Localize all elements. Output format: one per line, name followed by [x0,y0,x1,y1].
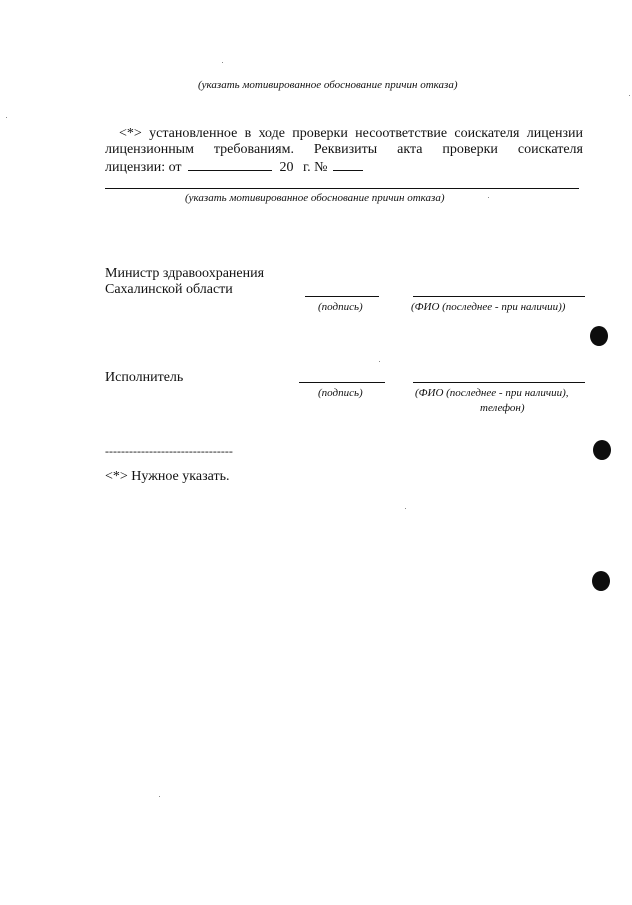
minister-title-line-2: Сахалинской области [105,282,233,297]
act-date-blank[interactable] [188,158,272,171]
binder-hole [592,571,610,591]
act-date-label: лицензии: от [105,160,182,175]
executor-title: Исполнитель [105,370,184,385]
paragraph-word: лицензионным [105,142,194,157]
scan-speck [405,508,406,509]
paragraph-word: соискателя [517,142,583,157]
executor-name-caption-line-1: (ФИО (последнее - при наличии), [415,387,569,399]
paragraph-line-2 [105,142,583,158]
paragraph-word: Реквизиты [313,142,378,157]
minister-title [105,266,264,298]
rejection-reason-caption-bottom: (указать мотивированное обоснование причин отказа) [185,192,445,204]
footnote-separator: -------------------------------- [105,444,233,458]
binder-hole [593,440,611,460]
scan-speck [488,197,489,198]
paragraph-word: требованиям. [213,142,294,157]
binder-hole [590,326,608,346]
executor-signature-line[interactable] [299,382,385,383]
scan-speck [6,117,7,118]
paragraph-word: проверки [442,142,498,157]
footnote-text: <*> Нужное указать. [105,469,230,484]
act-year-label: 20 [279,160,294,175]
act-number-blank[interactable] [333,158,363,171]
minister-name-line[interactable] [413,296,585,297]
scan-speck [379,361,380,362]
scan-speck [629,95,630,96]
executor-name-caption-line-2: телефон) [480,402,525,414]
rejection-reason-caption-top: (указать мотивированное обоснование причин отказа) [198,79,458,91]
minister-title-line-1: Министр здравоохранения [105,266,265,281]
executor-signature-caption: (подпись) [318,387,363,399]
noncompliance-paragraph [105,126,583,176]
rejection-reason-line[interactable] [105,188,579,189]
minister-signature-caption: (подпись) [318,301,363,313]
scan-speck [222,62,223,63]
act-number-label: г. № [303,160,328,175]
paragraph-word: акта [397,142,423,157]
paragraph-line-3 [105,158,583,176]
paragraph-line-1: <*> установленное в ходе проверки несоответствие соискателя лицензии [119,126,583,141]
minister-name-caption: (ФИО (последнее - при наличии)) [411,301,566,313]
executor-name-line[interactable] [413,382,585,383]
scan-speck [159,796,160,797]
minister-signature-line[interactable] [305,296,379,297]
